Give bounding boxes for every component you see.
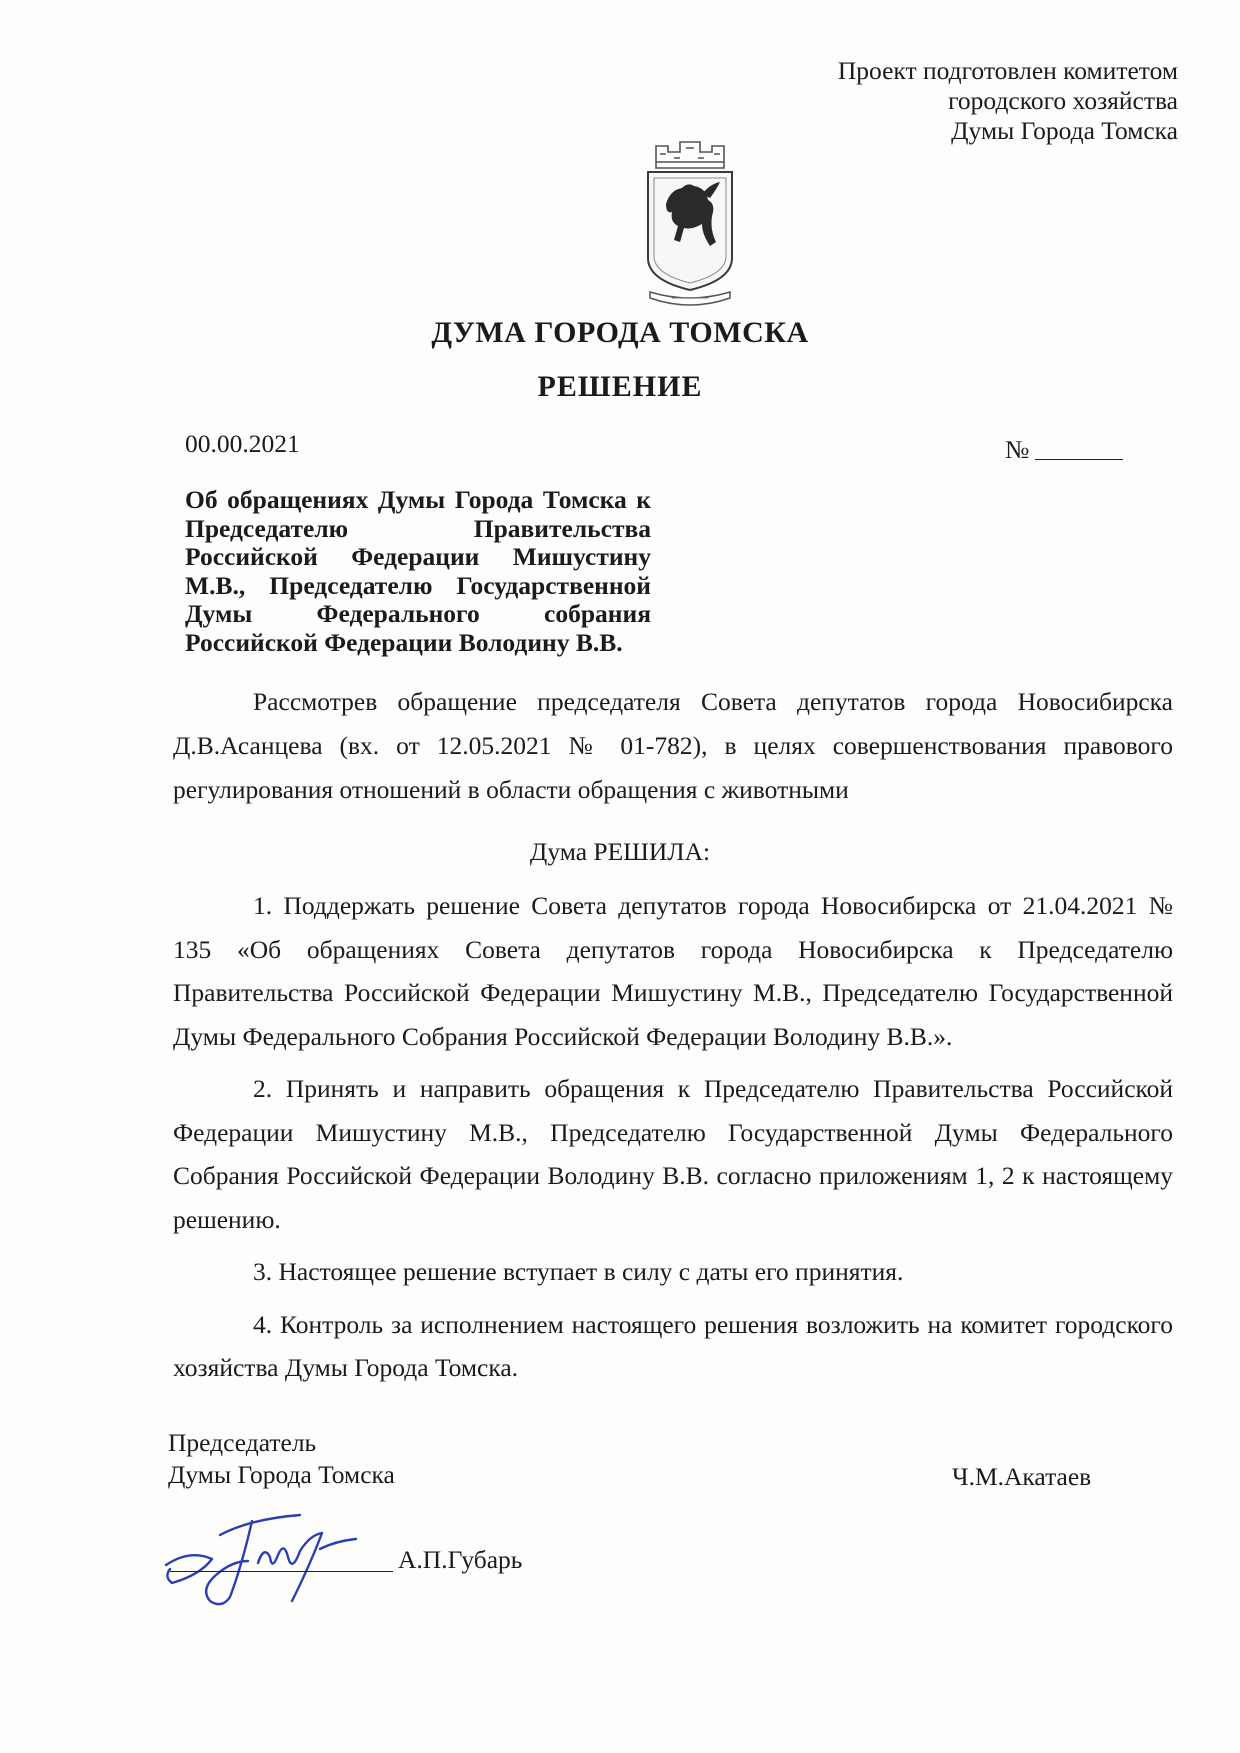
- coat-of-arms-icon: [636, 138, 744, 310]
- decision-items: [173, 884, 1173, 1399]
- number-blank-line: [1035, 459, 1123, 460]
- document-number: [1005, 435, 1123, 465]
- chairman-name: Ч.М.Акатаев: [952, 1462, 1092, 1491]
- decision-item: 2. Принять и направить обращения к Председателю Правительства Российской Федерации Мишустину М.В., Председателю Государственной Думы Федерального Собрания Российской Федерации Володину В.В. согласно приложениям 1, 2 к настоящему решению.: [173, 1074, 1173, 1234]
- signature-title: Председатель Думы Города Томска: [168, 1428, 395, 1489]
- decision-item: 3. Настоящее решение вступает в силу с даты его принятия.: [253, 1257, 904, 1286]
- signer-name: А.П.Губарь: [398, 1545, 523, 1574]
- document-subject: Об обращениях Думы Города Томска к Председателю Правительства Российской Федерации Мишустину М.В., Председателю Государственной Думы Федерального собрания Российской Федерации Володину В.В.: [185, 485, 651, 657]
- number-label: №: [1005, 435, 1030, 464]
- document-type: РЕШЕНИЕ: [537, 370, 703, 403]
- preamble-paragraph: Рассмотрев обращение председателя Совета депутатов города Новосибирска Д.В.Асанцева (вх. от 12.05.2021 № 01-782), в целях совершенствования правового регулирования отношений в области обращения с животными: [173, 687, 1173, 804]
- header-note: Проект подготовлен комитетом городского хозяйства Думы Города Томска: [837, 56, 1178, 145]
- signature-line: [170, 1571, 393, 1572]
- handwritten-signature: [160, 1505, 410, 1615]
- decision-item: 4. Контроль за исполнением настоящего решения возложить на комитет городского хозяйства Думы Города Томска.: [173, 1309, 1173, 1382]
- document-date: 00.00.2021: [185, 429, 300, 458]
- decision-heading: Дума РЕШИЛА:: [529, 837, 711, 866]
- decision-item: 1. Поддержать решение Совета депутатов города Новосибирска от 21.04.2021 № 135 «Об обращениях Совета депутатов города Новосибирска к Председателю Правительства Российской Федерации Мишустину М.В., Председателю Государственной Думы Федерального Собрания Российской Федерации Володину В.В.».: [173, 891, 1173, 1051]
- organization-title: ДУМА ГОРОДА ТОМСКА: [431, 316, 809, 349]
